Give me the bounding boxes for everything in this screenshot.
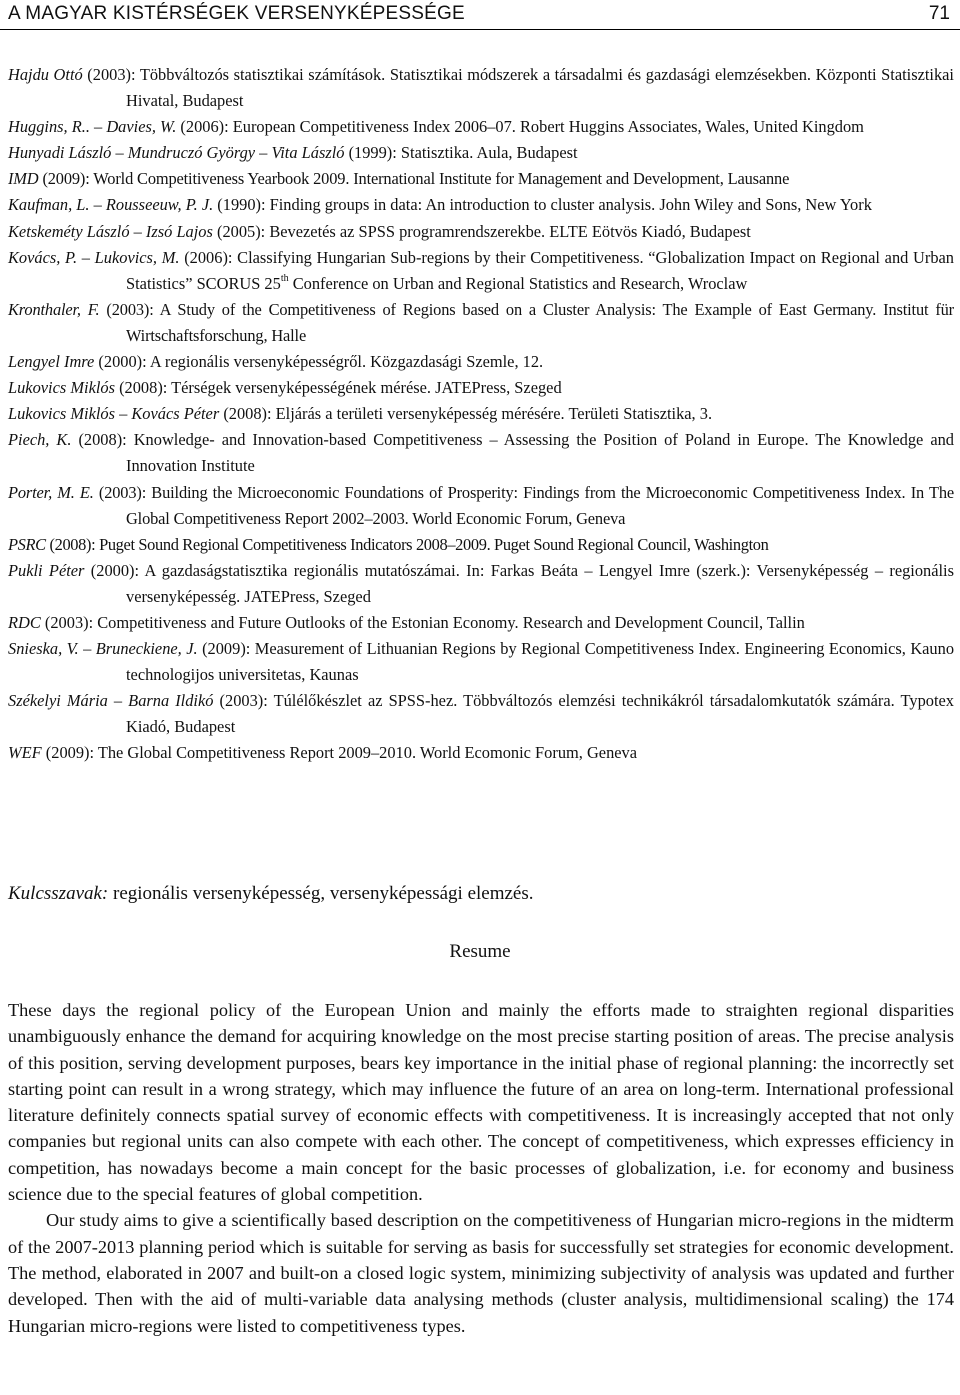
- reference-item: [8, 636, 954, 688]
- reference-text: (2009): Measurement of Lithuanian Regions by Regional Competitiveness Index. Engineering Economics, Kauno technologijos universitetas, Kaunas: [126, 639, 955, 685]
- reference-text: (1990): Finding groups in data: An introduction to cluster analysis. John Wiley and Sons, New York: [213, 195, 872, 215]
- reference-item: [8, 114, 954, 140]
- reference-text: (2003): Túlélőkészlet az SPSS-hez. Többváltozós elemzési technikákról társadalomkutatók számára. Typotex Kiadó, Budapest: [126, 691, 954, 737]
- keywords: [8, 883, 534, 905]
- resume-paragraph: Our study aims to give a scientifically based description on the competitiveness of Hungarian micro-regions in the midterm of the 2007-2013 planning period which is suitable for serving as basis for successfully set strategies for economic development. The method, elaborated in 2007 and built-on a closed logic system, minimizing subjectivity of analysis was updated and further developed. Then with the aid of multi-variable data analysing methods (cluster analysis, multidimensional scaling) the 174 Hungarian micro-regions were listed to competitiveness types.: [8, 1210, 954, 1336]
- running-title: A MAGYAR KISTÉRSÉGEK VERSENYKÉPESSÉGE: [8, 3, 465, 24]
- reference-authors: Kovács, P. – Lukovics, M.: [8, 247, 180, 267]
- reference-list: [8, 62, 954, 767]
- reference-authors: Lengyel Imre: [8, 352, 95, 372]
- reference-item: [8, 192, 954, 218]
- reference-item: [8, 401, 954, 427]
- reference-text: (2006): European Competitiveness Index 2006–07. Robert Huggins Associates, Wales, United Kingdom: [176, 117, 864, 137]
- reference-text: (2006): Classifying Hungarian Sub-regions by their Competitiveness. “Globalization Impact on Regional and Urban Statistics” SCORUS 25: [126, 247, 955, 293]
- reference-authors: Pukli Péter: [8, 560, 85, 580]
- reference-text: (2003): Building the Microeconomic Foundations of Prosperity: Findings from the Microeconomic Competitiveness Index. In The Global Competitiveness Report 2002–2003. World Economic Forum, Geneva: [93, 482, 954, 528]
- reference-item: [8, 375, 954, 401]
- resume-body: [8, 997, 954, 1339]
- reference-item: [8, 427, 954, 479]
- reference-item: [8, 558, 954, 610]
- reference-authors: Lukovics Miklós – Kovács Péter: [8, 404, 220, 424]
- reference-authors: Porter, M. E.: [8, 482, 94, 502]
- resume-heading: Resume: [449, 941, 511, 962]
- reference-text: (2000): A regionális versenyképességről. Közgazdasági Szemle, 12.: [94, 352, 544, 372]
- keywords-label: Kulcsszavak:: [8, 883, 109, 904]
- reference-authors: PSRC: [8, 534, 46, 554]
- running-header: [0, 0, 960, 30]
- reference-text: (2008): Puget Sound Regional Competitiveness Indicators 2008–2009. Puget Sound Regional Council, Washington: [45, 534, 769, 554]
- reference-authors: WEF: [8, 743, 42, 763]
- keywords-text: regionális versenyképesség, versenyképessági elemzés.: [108, 883, 534, 904]
- reference-text: (2000): A gazdaságstatisztika regionális mutatószámai. In: Farkas Beáta – Lengyel Imre (szerk.): Versenyképesség – regionális versenyképesség. JATEPress, Szeged: [84, 560, 954, 606]
- reference-item: [8, 245, 954, 297]
- reference-text: (2003): Többváltozós statisztikai számítások. Statisztikai módszerek a társadalmi és gazdasági elemzésekben. Központi Statisztikai Hivatal, Budapest: [82, 65, 954, 111]
- reference-item: [8, 688, 954, 740]
- reference-item: [8, 62, 954, 114]
- reference-item: [8, 610, 954, 636]
- reference-text: (2003): Competitiveness and Future Outlooks of the Estonian Economy. Research and Development Council, Tallin: [40, 612, 805, 632]
- reference-text: (2008): Knowledge- and Innovation-based Competitiveness – Assessing the Position of Poland in Europe. The Knowledge and Innovation Institute: [71, 430, 954, 476]
- reference-item: [8, 140, 954, 166]
- reference-item: [8, 219, 954, 245]
- reference-text: (2009): World Competitiveness Yearbook 2009. International Institute for Management and Development, Lausanne: [38, 169, 790, 189]
- reference-authors: Kronthaler, F.: [8, 299, 100, 319]
- page-number: 71: [928, 3, 950, 24]
- reference-item: [8, 349, 954, 375]
- reference-text-continued: Conference on Urban and Regional Statistics and Research, Wroclaw: [288, 273, 748, 293]
- reference-item: [8, 480, 954, 532]
- reference-authors: IMD: [8, 169, 39, 189]
- reference-authors: Székelyi Mária – Barna Ildikó: [8, 691, 214, 711]
- reference-authors: Ketskeméty László – Izsó Lajos: [8, 221, 213, 241]
- reference-authors: Huggins, R.. – Davies, W.: [8, 117, 177, 137]
- reference-item: [8, 297, 954, 349]
- reference-item: [8, 740, 954, 766]
- reference-item: [8, 532, 954, 558]
- reference-text: (1999): Statisztika. Aula, Budapest: [344, 143, 578, 163]
- reference-authors: Piech, K.: [8, 430, 72, 450]
- reference-text: (2008): Eljárás a területi versenyképesség mérésére. Területi Statisztika, 3.: [219, 404, 713, 424]
- resume-paragraph: These days the regional policy of the European Union and mainly the efforts made to straighten regional disparities unambiguously enhance the demand for acquiring knowledge on the most precise starting position of areas. The precise analysis of this position, serving development purposes, bears key importance in the initial phase of regional planning: the incorrectly set starting point can result in a wrong strategy, which may influence the future of an area on long-term. International professional literature definitely connects spatial survey of economic effects with competitiveness. It is increasingly accepted that not only companies but regional units can also compete with each other. The concept of competitiveness, which expresses efficiency in competition, has nowadays become a main concept for the basic processes of globalization, i.e. for economy and business science due to the special features of global competition.: [8, 1000, 954, 1205]
- reference-superscript: th: [280, 272, 289, 284]
- reference-authors: Hunyadi László – Mundruczó György – Vita László: [8, 143, 345, 163]
- reference-text: (2008): Térségek versenyképességének mérése. JATEPress, Szeged: [114, 378, 562, 398]
- reference-text: (2009): The Global Competitiveness Report 2009–2010. World Ecomonic Forum, Geneva: [41, 743, 638, 763]
- reference-authors: Hajdu Ottó: [8, 65, 83, 84]
- reference-authors: Kaufman, L. – Rousseeuw, P. J.: [8, 195, 214, 215]
- reference-authors: Snieska, V. – Bruneckiene, J.: [8, 639, 198, 659]
- reference-authors: RDC: [8, 612, 41, 632]
- reference-item: [8, 166, 954, 192]
- reference-text: (2005): Bevezetés az SPSS programrendszerekbe. ELTE Eötvös Kiadó, Budapest: [212, 221, 751, 241]
- reference-text: (2003): A Study of the Competitiveness of Regions based on a Cluster Analysis: The Example of East Germany. Institut für Wirtschaftsforschung, Halle: [99, 299, 954, 345]
- reference-authors: Lukovics Miklós: [8, 378, 115, 398]
